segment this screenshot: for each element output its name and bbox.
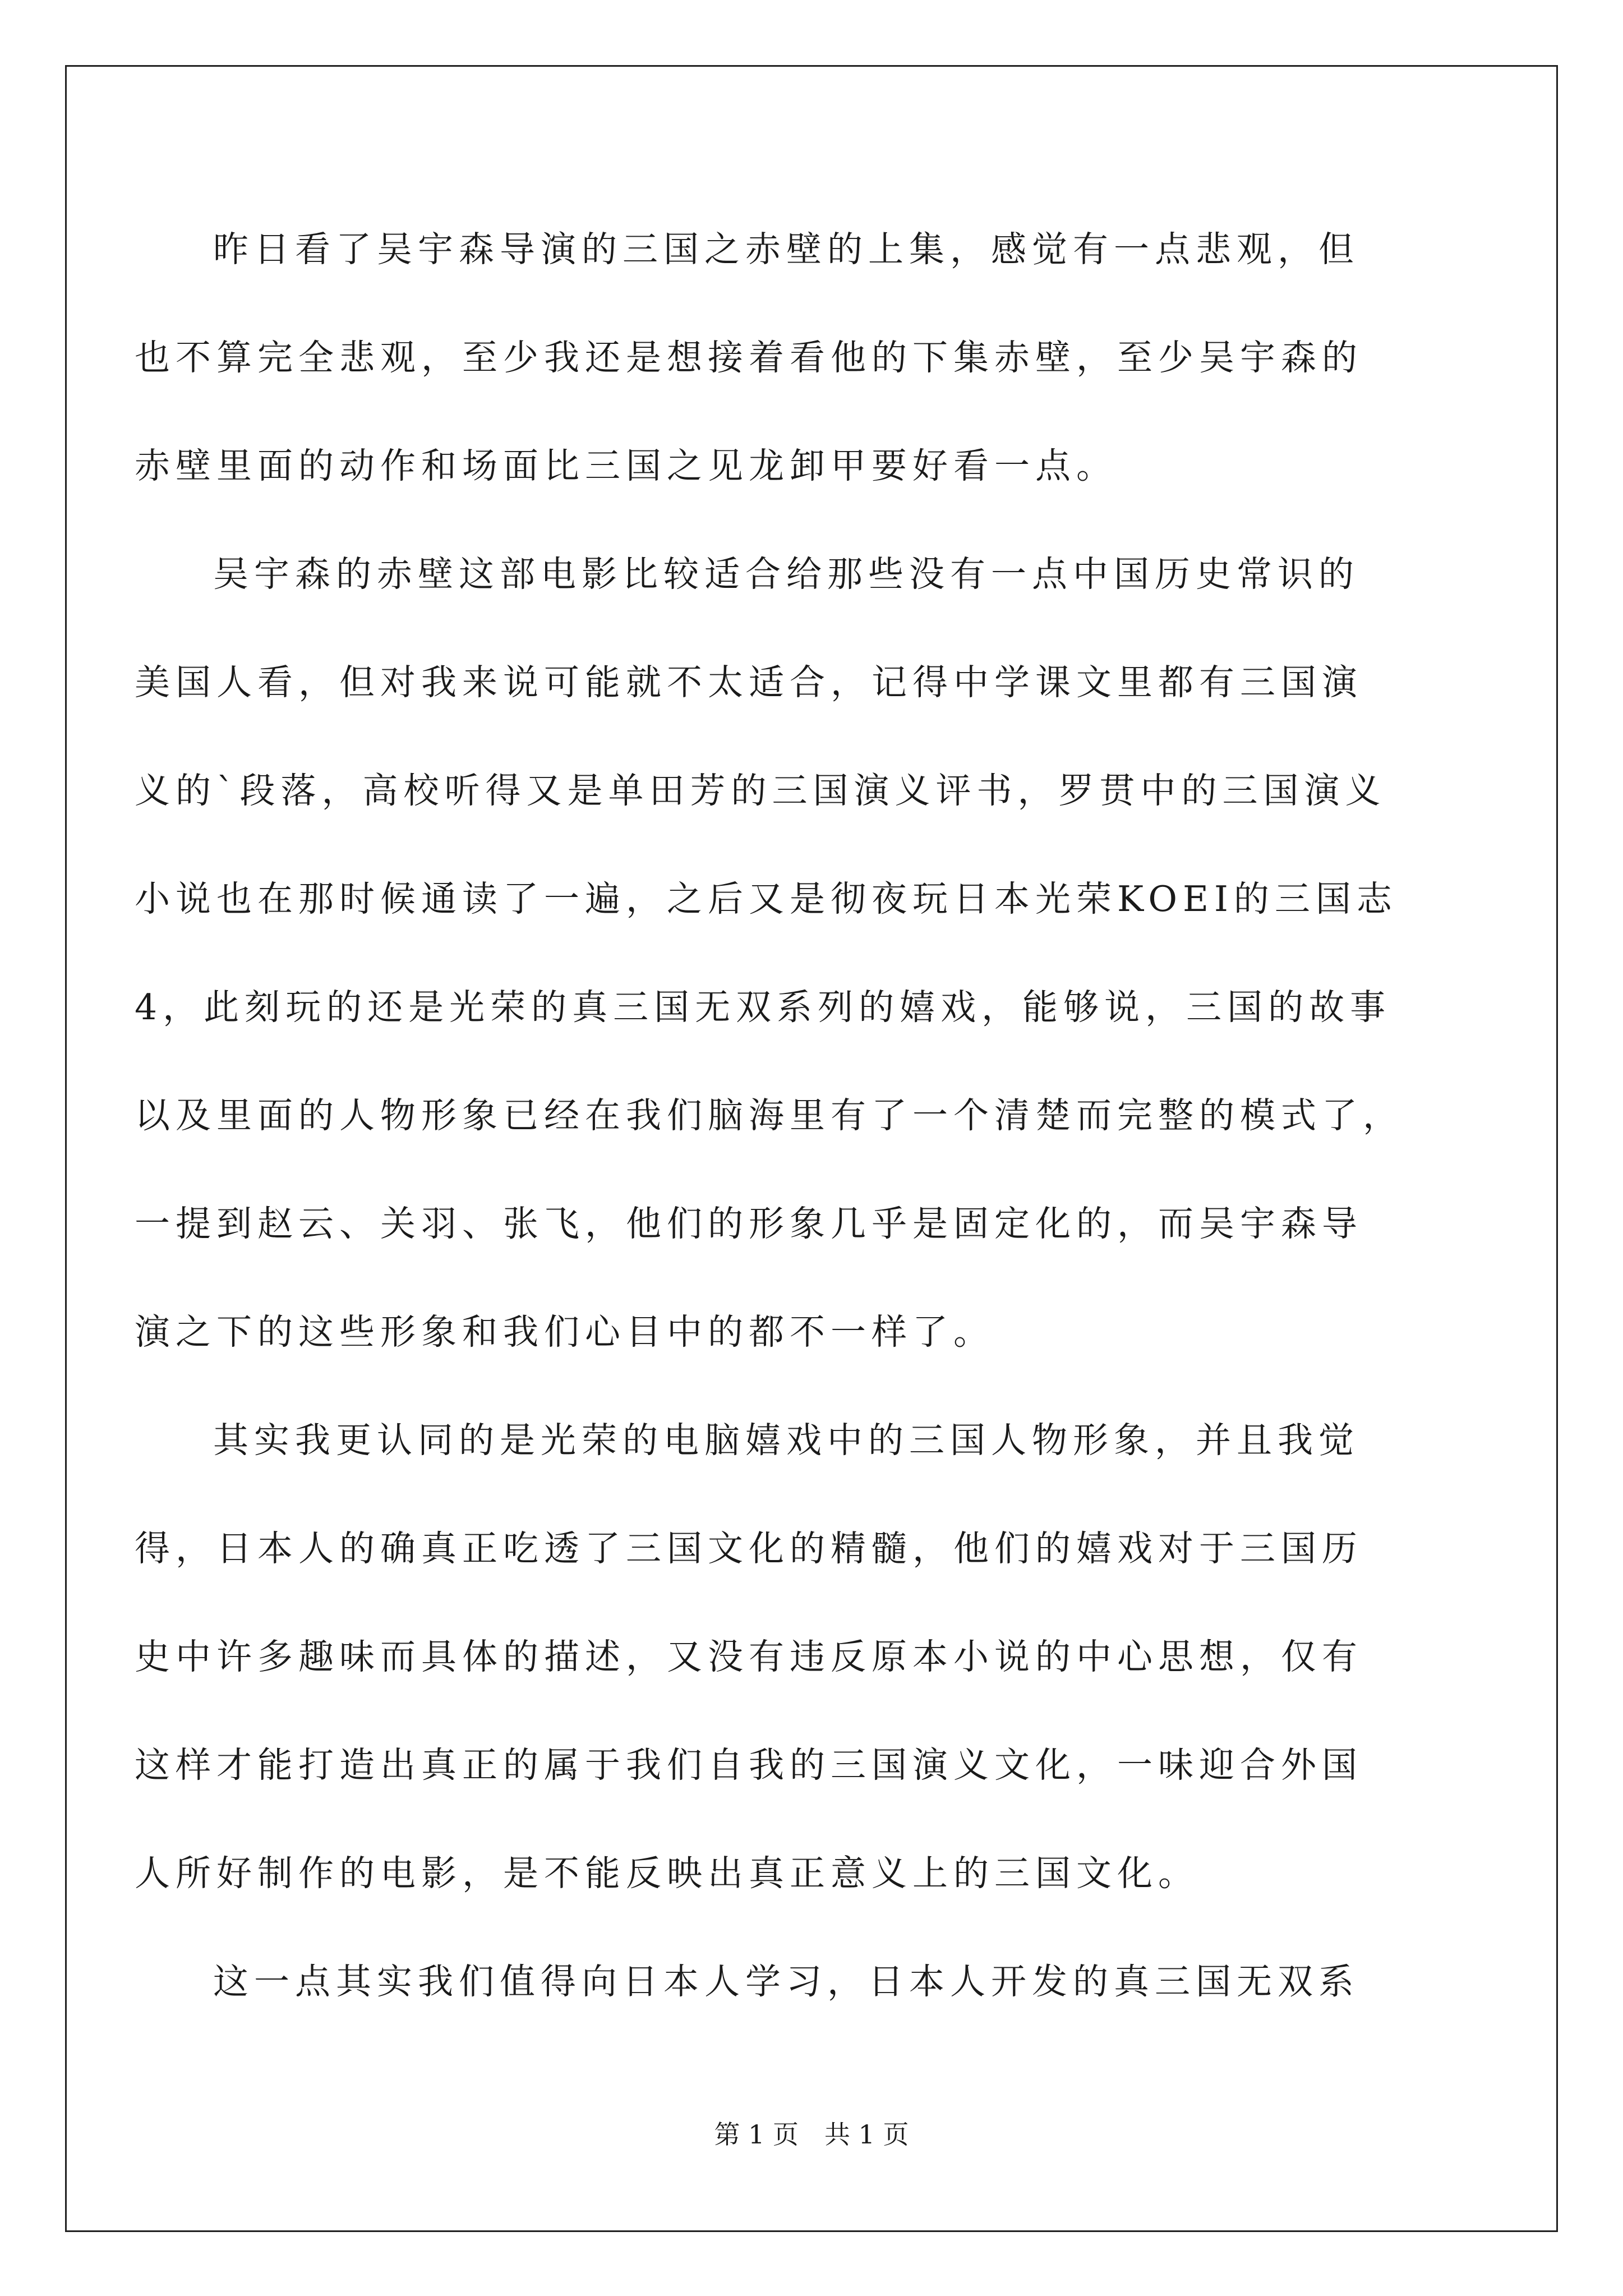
- paragraph-2-line-6: 以及里面的人物形象已经在我们脑海里有了一个清楚而完整的模式了，: [135, 1095, 1404, 1136]
- paragraph-3-line-4: 这样才能打造出真正的属于我们自我的三国演义文化，一味迎合外国: [135, 1745, 1363, 1786]
- paragraph-3-line-5: 人所好制作的电影，是不能反映出真正意义上的三国文化。: [135, 1853, 1199, 1894]
- paragraph-2-line-2: 美国人看，但对我来说可能就不太适合，记得中学课文里都有三国演: [135, 662, 1363, 703]
- paragraph-1-line-1: 昨日看了吴宇森导演的三国之赤壁的上集，感觉有一点悲观，但: [213, 229, 1359, 270]
- paragraph-3-line-2: 得，日本人的确真正吃透了三国文化的精髓，他们的嬉戏对于三国历: [135, 1528, 1363, 1569]
- paragraph-1-line-2: 也不算完全悲观，至少我还是想接着看他的下集赤壁，至少吴宇森的: [135, 337, 1363, 378]
- paragraph-2-line-3: 义的`段落，高校听得又是单田芳的三国演义评书，罗贯中的三国演义: [135, 770, 1386, 811]
- paragraph-4-line-1: 这一点其实我们值得向日本人学习，日本人开发的真三国无双系: [213, 1961, 1359, 2002]
- paragraph-2-line-7: 一提到赵云、关羽、张飞，他们的形象几乎是固定化的，而吴宇森导: [135, 1203, 1363, 1244]
- paragraph-2-line-4: 小说也在那时候通读了一遍，之后又是彻夜玩日本光荣KOEI的三国志: [135, 878, 1398, 919]
- paragraph-2-line-5: 4，此刻玩的还是光荣的真三国无双系列的嬉戏，能够说，三国的故事: [135, 987, 1391, 1028]
- paragraph-2-line-8: 演之下的这些形象和我们心目中的都不一样了。: [135, 1312, 994, 1352]
- page-border: [65, 65, 1558, 2232]
- paragraph-1-line-3: 赤壁里面的动作和场面比三国之见龙卸甲要好看一点。: [135, 445, 1117, 486]
- paragraph-2-line-1: 吴宇森的赤壁这部电影比较适合给那些没有一点中国历史常识的: [213, 554, 1359, 595]
- page-number-footer: 第 1 页 共 1 页: [714, 2119, 909, 2150]
- paragraph-3-line-1: 其实我更认同的是光荣的电脑嬉戏中的三国人物形象，并且我觉: [213, 1420, 1359, 1461]
- paragraph-3-line-3: 史中许多趣味而具体的描述，又没有违反原本小说的中心思想，仅有: [135, 1636, 1363, 1677]
